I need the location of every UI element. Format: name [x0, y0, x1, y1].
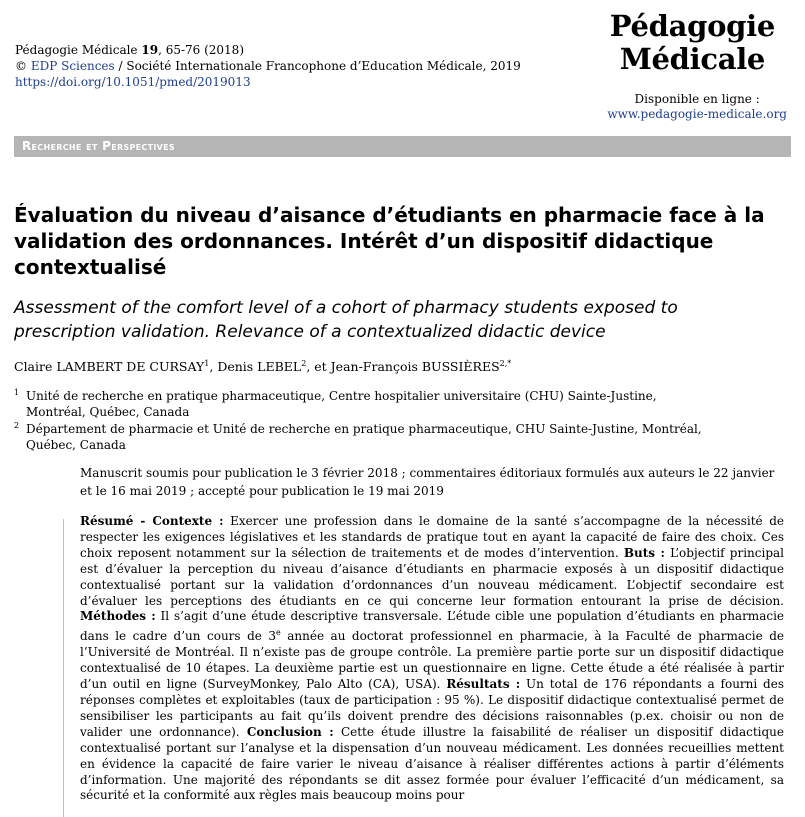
abstract-heading: Buts : — [623, 545, 665, 560]
article-subtitle: Assessment of the comfort level of a cohort of pharmacy students exposed to prescription validation. Relevance of a contextualized didactic device — [14, 298, 678, 342]
copyright-line: © EDP Sciences / Société Internationale Francophone d’Education Médicale, 2019 — [15, 59, 521, 73]
author-name: Jean-François BUSSIÈRES — [330, 359, 500, 375]
publisher-link[interactable]: EDP Sciences — [30, 59, 115, 73]
abstract-divider — [63, 519, 64, 817]
section-header: Recherche et Perspectives — [14, 136, 791, 157]
availability: Disponible en ligne : www.pedagogie-medicale.org — [607, 92, 787, 121]
article-title: Évaluation du niveau d’aisance d’étudiants en pharmacie face à la validation des ordonnances. Intérêt d’un dispositif didactique contextualisé — [14, 203, 765, 279]
affiliation: 1 Unité de recherche en pratique pharmaceutique, Centre hospitalier universitaire (CHU) Sainte-Justine, Montréal, Québec, Canada — [14, 388, 657, 419]
doi-link[interactable]: https://doi.org/10.1051/pmed/2019013 — [15, 75, 251, 89]
abstract-heading: Conclusion : — [246, 724, 334, 739]
author-name: Denis LEBEL — [217, 359, 302, 375]
volume: 19 — [141, 43, 159, 57]
submission-dates: Manuscrit soumis pour publication le 3 février 2018 ; commentaires éditoriaux formulés aux auteurs le 22 janvier et le 16 mai 2019 ; accepté pour publication le 19 mai 2019 — [80, 466, 775, 498]
author-list: Claire LAMBERT DE CURSAY$^1$, Denis LEBEL$^2$, et Jean-François $BUSSIÈRES^{2,*}$ — [14, 359, 512, 375]
affiliation: 2 Département de pharmacie et Unité de recherche en pratique pharmaceutique, CHU Sainte-Justine, Montréal, Québec, Canada — [14, 421, 702, 452]
journal-citation — [15, 42, 521, 90]
abstract-heading: Résumé - Contexte : — [80, 514, 224, 528]
abstract-heading: Méthodes : — [80, 609, 156, 624]
citation-line: Pédagogie Médicale 19, 65-76 (2018) — [15, 43, 245, 57]
abstract: Résumé - Contexte : Exercer une profession dans le domaine de la santé s’accompagne de la nécessité de respecter les exigences législatives et les standards de pratique tout en ayant la capacité de faire des choix. Ces choix reposent notamment sur la sélection de traitements et de modes d’intervention. Buts : L’objectif principal est d’évaluer la perception du niveau d’aisance d’étudiants en pharmacie exposés à un dispositif didactique contextualisé portant sur la validation d’ordonnances d’un nouveau médicament. L’objectif secondaire est d’évaluer les perceptions des étudiants en ce qui concerne leur formation entourant la prise de décision. Méthodes : Il s’agit d’une étude descriptive transversale. L’étude cible une population d’étudiants en pharmacie dans le cadre d’un cours de 3e année au doctorat professionnel en pharmacie, à la Faculté de pharmacie de l’Université de Montréal. Il n’existe pas de groupe contrôle. La première partie porte sur un dispositif didactique contextualisé de 10 étapes. La deuxième partie est un questionnaire en ligne. Cette étude a été réalisée à partir d’un outil en ligne (SurveyMonkey, Palo Alto (CA), USA). Résultats : Un total de 176 répondants a fourni des réponses complètes et exploitables (taux de participation : 95 %). Le dispositif didactique contextualisé permet de sensibiliser les participants au fait qu’ils doivent prendre des décisions raisonnables (p.ex. choisir ou non de valider une ordonnance). Conclusion : Cette étude illustre la faisabilité de réaliser un dispositif didactique contextualisé portant sur l’analyse et la dispensation d’un nouveau médicament. Les données recueillies mettent en évidence la capacité de faire varier le niveau d’aisance à réaliser différentes actions à partir d’éléments d’information. Une majorité des répondants se dit assez formée pour évaluer l’efficacité d’un médicament, sa sécurité et la conformité aux règles mais beaucoup moins pour — [80, 514, 785, 803]
journal-website-link[interactable]: www.pedagogie-medicale.org — [607, 107, 787, 121]
author-name: Claire LAMBERT DE CURSAY — [14, 359, 205, 375]
journal-logo: Pédagogie Médicale — [609, 9, 775, 76]
abstract-heading: Résultats : — [446, 677, 521, 692]
